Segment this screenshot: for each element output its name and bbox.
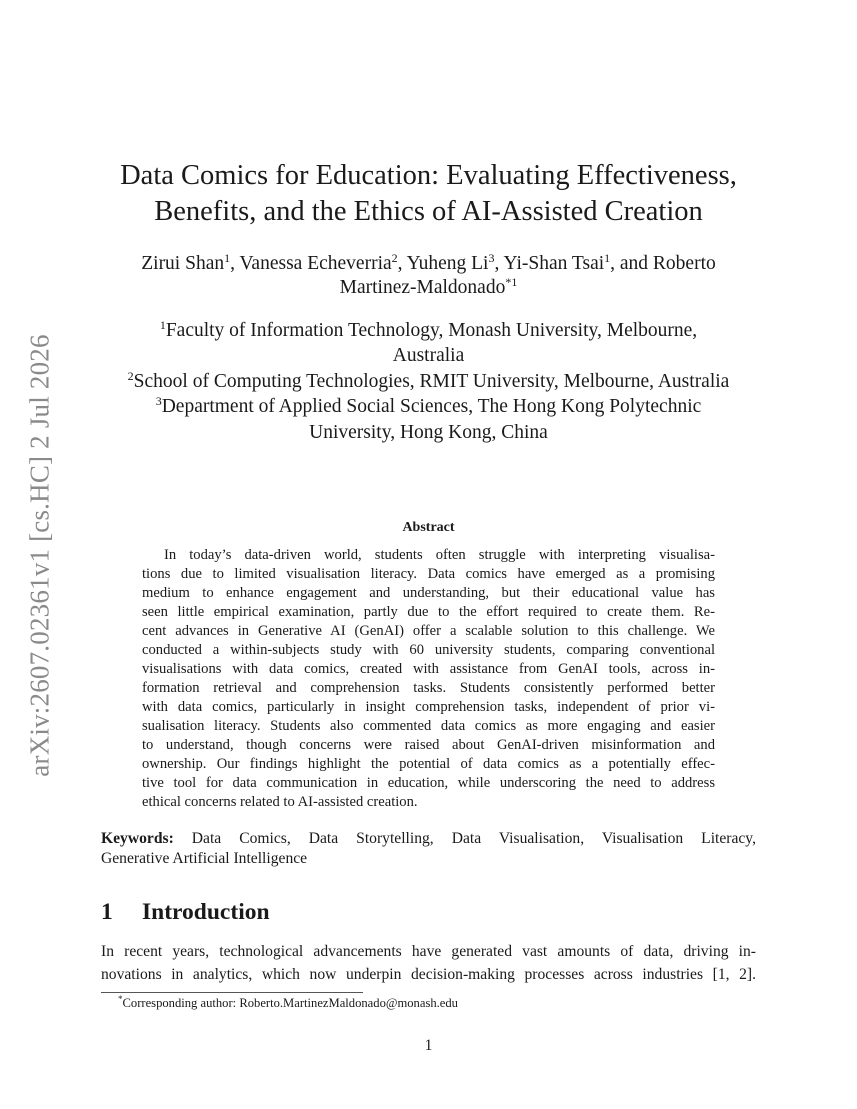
abstract-line: seen little empirical examination, partly due to the effort required to create them. Re- bbox=[142, 604, 715, 620]
title-line-2: Benefits, and the Ethics of AI-Assisted Creation bbox=[154, 196, 703, 227]
arxiv-identifier-stamp bbox=[22, 322, 58, 788]
abstract-line: tions due to limited visualisation literacy. Data comics have emerged as a promising bbox=[142, 566, 715, 582]
intro-line: novations in analytics, which now underpin decision-making processes across industries [1, 2]. bbox=[101, 966, 756, 983]
author-list bbox=[90, 252, 767, 300]
affiliation-3-line-1 bbox=[90, 394, 767, 419]
affiliation-1-line-2: Australia bbox=[392, 345, 465, 367]
footnote bbox=[118, 995, 458, 1011]
arxiv-identifier-text: arXiv:2607.02361v1 [cs.HC] 2 Jul 2026 bbox=[24, 333, 55, 777]
affiliation-mark: 3 bbox=[155, 394, 162, 409]
abstract-line: cent advances in Generative AI (GenAI) offer a scalable solution to this challenge. We bbox=[142, 623, 715, 639]
abstract-line: tive tool for data communication in education, while underscoring the need to address bbox=[142, 775, 715, 791]
affiliation-3-line-2: University, Hong Kong, China bbox=[309, 421, 548, 443]
intro-line: In recent years, technological advancements have generated vast amounts of data, driving in- bbox=[101, 943, 756, 960]
affiliation-mark: 1 bbox=[604, 251, 611, 265]
footnote-mark: * bbox=[118, 994, 123, 1004]
abstract-line: to understand, though concerns were raised about GenAI-driven misinformation and bbox=[142, 737, 715, 753]
author-conjunction: , and Roberto bbox=[610, 253, 716, 274]
affiliation-text: Faculty of Information Technology, Monash University, Melbourne, bbox=[165, 320, 698, 341]
section-title: Introduction bbox=[142, 899, 270, 925]
abstract-line: medium to enhance engagement and understanding, but their educational value has bbox=[142, 585, 715, 601]
author-line-1: Zirui Shan$^1$, Vanessa Echeverria$^2$, Yuheng Li$^3$, Yi-Shan Tsai$^1$, and Roberto bbox=[141, 251, 716, 274]
affiliation-mark: 2 bbox=[127, 368, 134, 383]
abstract-line: visualisations with data comics, created with assistance from GenAI tools, across in- bbox=[142, 661, 715, 677]
keywords-text: Data Comics, Data Storytelling, Data Visualisation, Visualisation Literacy, bbox=[191, 830, 756, 847]
affiliation-1-line-1 bbox=[90, 318, 767, 343]
author-name: Yi-Shan Tsai bbox=[503, 253, 605, 274]
abstract-line: sualisation literacy. Students also commented data comics as more engaging and easier bbox=[142, 718, 715, 734]
section-heading-introduction bbox=[101, 897, 270, 927]
author-name: Martinez-Maldonado bbox=[339, 277, 506, 298]
page-number: 1 bbox=[424, 1037, 433, 1054]
abstract-line: formation retrieval and comprehension tasks. Students consistently performed better bbox=[142, 680, 715, 696]
abstract-line: with data comics, particularly in insight comprehension tasks, independent of prior vi- bbox=[142, 699, 715, 715]
keywords bbox=[101, 829, 756, 869]
paper-title bbox=[80, 158, 777, 230]
keywords-line-1 bbox=[101, 829, 756, 849]
affiliation-2 bbox=[90, 369, 767, 394]
affiliation-mark: 3 bbox=[488, 251, 495, 265]
affiliation-mark: 1 bbox=[159, 318, 166, 332]
author-line-2 bbox=[90, 276, 767, 300]
footnote-rule bbox=[101, 992, 363, 993]
affiliation-mark: 2 bbox=[391, 251, 398, 265]
section-number: 1 bbox=[101, 899, 113, 925]
abstract-line: conducted a within-subjects study with 60 university students, comparing conventional bbox=[142, 642, 715, 658]
affiliation-list bbox=[90, 318, 767, 445]
abstract-body bbox=[142, 546, 715, 812]
keywords-label: Keywords: bbox=[101, 830, 174, 847]
affiliation-text: School of Computing Technologies, RMIT University, Melbourne, Australia bbox=[133, 370, 730, 392]
author-name: Yuheng Li bbox=[406, 253, 489, 274]
abstract-heading: Abstract bbox=[402, 520, 455, 535]
abstract-line: ownership. Our findings highlight the potential of data comics as a potentially effec- bbox=[142, 756, 715, 772]
keywords-line-2: Generative Artificial Intelligence bbox=[101, 850, 308, 867]
footnote-text: Corresponding author: Roberto.MartinezMaldonado@monash.edu bbox=[122, 996, 458, 1010]
author-name: Vanessa Echeverria bbox=[239, 253, 392, 274]
affiliation-mark: 1 bbox=[224, 251, 231, 265]
title-line-1: Data Comics for Education: Evaluating Effectiveness, bbox=[120, 160, 737, 191]
abstract-line: ethical concerns related to AI-assisted creation. bbox=[142, 794, 418, 810]
abstract-line: In today’s data-driven world, students often struggle with interpreting visualisa- bbox=[164, 547, 715, 563]
introduction-paragraph bbox=[101, 940, 756, 986]
affiliation-mark: *1 bbox=[505, 275, 518, 289]
author-name: Zirui Shan bbox=[141, 253, 225, 274]
affiliation-text: Department of Applied Social Sciences, The Hong Kong Polytechnic bbox=[161, 396, 702, 418]
